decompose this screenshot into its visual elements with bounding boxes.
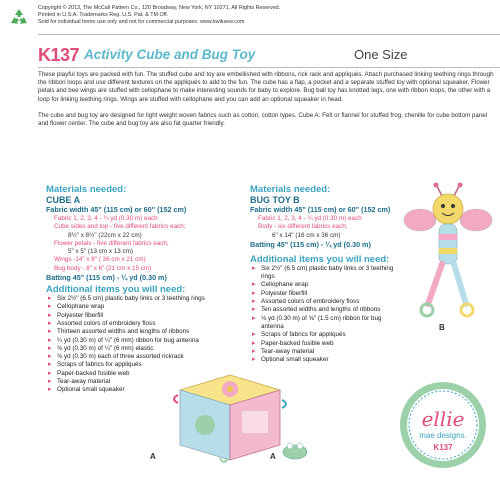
fabric-width: Fabric width 45" (115 cm) or 60" (152 cm) (46, 205, 187, 214)
supply-item: ▸ Optional small squeaker (250, 356, 400, 364)
fabric-requirement: Bug body - 8" x 6" (21 cm x 15 cm) (54, 264, 152, 272)
batting-line: Batting 45" (115 cm) - ¼ yd (0.30 m) (250, 239, 371, 249)
frog-toy-illustration (280, 440, 310, 460)
copyright-line: Printed in U.S.A. Trademarks Reg. U.S. Pat. & TM Off. (38, 11, 169, 18)
bug-subheading: BUG TOY B (250, 195, 300, 205)
additional-heading: Additional items you will need: (46, 284, 186, 296)
supply-item: ▸ Polyester fiberfill (250, 290, 400, 298)
fabric-requirement: Wings -14" x 8" ( 36 cm x 21 cm) (54, 256, 146, 264)
supply-item: ▸ Polyester fiberfill (46, 312, 236, 320)
supply-item: ▸ ⅛ yd (0.30 m) each of three assorted rickrack (46, 353, 236, 361)
supply-item: ▸ ⅛ yd (0.30 m) of ¼" (6 mm) elastic (46, 345, 236, 353)
fabric-requirement: 6" x 14" (16 cm x 36 cm) (272, 231, 341, 239)
bug-toy-illustration (402, 182, 494, 330)
logo-sub: mae designs. (419, 431, 467, 440)
supply-item: ▸ Ten assorted widths and lengths of ribbons (250, 306, 400, 314)
supply-item: ▸ Assorted colors of embroidery floss (46, 320, 236, 328)
illustration-label-a: A (150, 452, 156, 461)
supply-item: ▸ Optional small squeaker (46, 386, 236, 394)
batting-line: Batting 45" (115 cm) - ¼ yd (0.30 m) (46, 273, 167, 283)
description-paragraph: These playful toys are packed with fun. The stuffed cube and toy are embellished with ribbons, rick rack and appliqués. Attach purchased linking teething rings through the ribbon loops and use different textures on the appliqués to add to the fun. The cube has a flap, a pocket and a separate stuffed toy with optional squeaker. Flower petals and bee wings are stuffed with cellophane to make interesting sounds for baby to explore. Bug ball toy has knotted legs, one with ribbon loops, the other with a loop for linking teething rings. Wings are stuffed with cellophane and you can add an optional squeaker in head. (38, 71, 494, 103)
copyright-notice (38, 5, 498, 25)
fabric-requirement: Fabric 1, 2, 3, 4 - ¼ yd (0.30 m) each (258, 215, 362, 222)
supply-item: ▸ Scraps of fabrics for appliqués (250, 331, 400, 339)
fabric-width: Fabric width 45" (115 cm) or 60" (152 cm) (250, 205, 391, 214)
materials-heading: Materials needed: (250, 184, 331, 195)
materials-heading: Materials needed: (46, 184, 127, 195)
supply-item: ▸ Paper-backed fusible web (46, 370, 236, 378)
supply-item: ▸ Thirteen assorted widths and lengths of ribbons (46, 328, 236, 336)
description (38, 71, 494, 136)
supply-item: ▸ Tear-away material (46, 378, 236, 386)
page-title: Activity Cube and Bug Toy (84, 47, 256, 62)
cube-subheading: CUBE A (46, 195, 81, 205)
fabric-requirement: 5" x 5" (13 cm x 13 cm) (68, 248, 134, 256)
cube-fabric-list (46, 215, 236, 273)
activity-cube-illustration (160, 355, 300, 465)
fabric-requirement: 8½" x 8½" (22cm x 22 cm) (68, 231, 142, 239)
supply-item: ▸ Scraps of fabrics for appliqués (46, 361, 236, 369)
supply-item: ▸ Six 2½" (6.5 cm) plastic baby links or 3 teething rings (250, 265, 400, 282)
supply-item: ▸ Tear-away material (250, 348, 400, 356)
supply-item: ▸ Cellophane wrap (46, 303, 236, 311)
recycle-icon (8, 7, 30, 29)
description-paragraph: The cube and bug toy are designed for light weight woven fabrics such as cotton, cotton types. Cube A: Felt or flannel for stuffed frog, chenille for cube bottom panel and flower center. The cube and bug toy are also fat quarter friendly. (38, 111, 488, 128)
copyright-line: Copyright © 2013, The McCall Pattern Co., 120 Broadway, New York, NY 10271, All Rights Reserved. (38, 5, 281, 11)
illustration-label-b: B (439, 323, 445, 332)
supply-item: ▸ ¼ yd (0.30 m) of ¼" (6 mm) ribbon for bug antenna (46, 337, 236, 345)
size-label: One Size (354, 47, 408, 62)
bug-items-list (250, 265, 400, 365)
additional-heading: Additional items you will need: (250, 253, 390, 265)
illustration-label-a: A (270, 452, 276, 461)
bug-materials (250, 185, 400, 364)
fabric-requirement: Flower petals - five different fabrics each; (54, 239, 169, 247)
bug-fabric-list (250, 215, 400, 240)
fabric-requirement: Body - six different fabrics each; (258, 223, 348, 231)
fabric-requirement: Fabric 1, 2, 3, 4 - ¼ yd (0.30 m) each (54, 215, 158, 222)
ellie-mae-designs-logo (398, 380, 488, 470)
supply-item: ▸ Six 2½" (6.5 cm) plastic baby links or 3 teething rings (46, 295, 236, 303)
supply-item: ▸ Assorted colors of embroidery floss (250, 298, 400, 306)
copyright-line: Sold for individual home use only and not for commercial purposes. www.kwiksew.com (38, 18, 245, 25)
logo-code: K137 (433, 443, 453, 452)
fabric-requirement: Cube sides and top - five different fabrics each; (54, 223, 186, 231)
supply-item: ▸ Cellophane wrap (250, 281, 400, 289)
divider (38, 34, 500, 35)
divider (38, 67, 500, 68)
supply-item: ▸ Paper-backed fusible web (250, 340, 400, 348)
pattern-code: K137 (38, 45, 80, 65)
logo-name: ellie (421, 407, 465, 431)
supply-item: ▸ ⅛ yd (0.30 m) of ⅝" (1.5 cm) ribbon for bug antenna (250, 315, 400, 332)
